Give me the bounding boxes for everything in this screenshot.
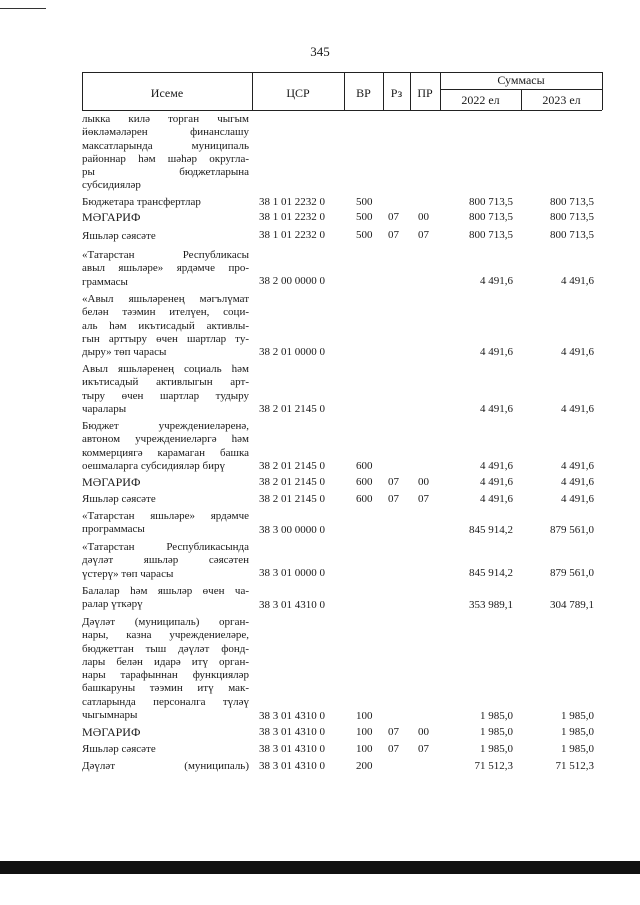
row-sum-2023: 71 512,3 (555, 760, 594, 772)
row-name-line: Бюджетара трансфертлар (82, 196, 201, 208)
row-sum-2023: 1 985,0 (561, 710, 594, 722)
row-sum-2022: 845 914,2 (469, 524, 513, 536)
row-name (82, 211, 249, 224)
row-csr: 38 2 01 0000 0 (259, 346, 325, 358)
row-csr: 38 3 01 4310 0 (259, 743, 325, 755)
row-rz: 07 (388, 476, 399, 488)
row-csr: 38 3 01 4310 0 (259, 726, 325, 738)
row-name-line: лары белән идарә итү орган- (82, 655, 249, 668)
row-csr: 38 3 01 4310 0 (259, 760, 325, 772)
row-sum-2022: 1 985,0 (480, 726, 513, 738)
row-sum-2022: 1 985,0 (480, 710, 513, 722)
row-name-line: Авыл яшьләренең социаль һәм (82, 363, 249, 375)
row-name-line: йөкләмәләрен финанслашу (82, 126, 249, 139)
row-sum-2022: 800 713,5 (469, 229, 513, 241)
row-name-line: оешмаларга субсидияләр бирү (82, 459, 225, 472)
row-name (82, 743, 249, 756)
header-csr: ЦСР (286, 86, 310, 100)
row-sum-2023: 879 561,0 (550, 524, 594, 536)
row-name (82, 493, 249, 506)
row-name-line: дыру» төп чарасы (82, 346, 167, 359)
row-sum-2023: 4 491,6 (561, 403, 594, 415)
row-sum-2022: 4 491,6 (480, 493, 513, 505)
row-name-line: тыру өчен шартлар тудыру (82, 389, 249, 402)
row-sum-2022: 353 989,1 (469, 599, 513, 611)
row-csr: 38 2 01 2145 0 (259, 403, 325, 415)
row-name-line: МӘГАРИФ (82, 726, 141, 739)
row-sum-2022: 4 491,6 (480, 476, 513, 488)
row-vr: 600 (356, 493, 373, 505)
row-vr: 100 (356, 726, 373, 738)
row-name (82, 249, 249, 289)
row-sum-2023: 800 713,5 (550, 196, 594, 208)
row-name (82, 420, 249, 473)
row-sum-2023: 879 561,0 (550, 567, 594, 579)
row-sum-2023: 1 985,0 (561, 726, 594, 738)
row-name-line: белән тәэмин ителүен, соци- (82, 306, 249, 319)
scan-border-band (0, 861, 640, 874)
row-name-line: «Татарстан яшьләре» ярдәмче (82, 510, 249, 522)
row-sum-2022: 1 985,0 (480, 743, 513, 755)
row-sum-2022: 800 713,5 (469, 211, 513, 223)
row-name-line: гын арттыру өчен шартлар ту- (82, 332, 249, 345)
row-sum-2023: 4 491,6 (561, 460, 594, 472)
row-name-line: ралар үткәрү (82, 598, 143, 611)
row-sum-2022: 800 713,5 (469, 196, 513, 208)
row-sum-2023: 4 491,6 (561, 346, 594, 358)
row-name (82, 760, 249, 773)
row-name-line: нары тарафыннан функцияләр (82, 669, 249, 682)
row-rz: 07 (388, 726, 399, 738)
row-name-line: граммасы (82, 275, 128, 288)
row-vr: 100 (356, 743, 373, 755)
row-vr: 500 (356, 229, 373, 241)
row-csr: 38 1 01 2232 0 (259, 229, 325, 241)
row-csr: 38 3 01 4310 0 (259, 599, 325, 611)
row-rz: 07 (388, 229, 399, 241)
row-name-line: «Татарстан Республикасында (82, 541, 249, 553)
header-rz: Рз (390, 86, 403, 100)
row-name-line: нары, казна учреждениеләре, (82, 629, 249, 642)
row-name-line: МӘГАРИФ (82, 476, 141, 489)
header-year-2022: 2022 ел (461, 93, 500, 107)
row-name-line: чыгымнары (82, 709, 138, 722)
row-sum-2023: 4 491,6 (561, 275, 594, 287)
header-vr: ВР (356, 86, 371, 100)
row-name-line: автоном учреждениеләргә һәм (82, 433, 249, 446)
row-name-line: районнар һәм шәһәр округла- (82, 152, 249, 165)
row-csr: 38 3 00 0000 0 (259, 524, 325, 536)
row-name (82, 585, 249, 612)
row-sum-2023: 4 491,6 (561, 493, 594, 505)
header-year-2023: 2023 ел (542, 93, 581, 107)
row-name-line: ры бюджетларына (82, 166, 249, 179)
row-name-line: Яшьләр сәясәте (82, 743, 156, 755)
row-vr: 200 (356, 760, 373, 772)
row-name (82, 616, 249, 722)
header-rule-right (602, 72, 603, 110)
header-bottom-rule (82, 110, 602, 111)
row-name-line: үстерү» төп чарасы (82, 567, 174, 580)
row-name (82, 510, 249, 537)
row-pr: 07 (418, 229, 429, 241)
row-name-line: максатларында муниципаль (82, 139, 249, 152)
row-sum-2023: 1 985,0 (561, 743, 594, 755)
row-pr: 07 (418, 743, 429, 755)
row-rz: 07 (388, 743, 399, 755)
row-name-line: дәүләт яшьләр сәясәтен (82, 554, 249, 567)
row-name-line: Дәүләт (муниципаль) орган- (82, 616, 249, 628)
row-vr: 500 (356, 196, 373, 208)
row-name (82, 541, 249, 581)
row-csr: 38 2 01 2145 0 (259, 476, 325, 488)
row-csr: 38 2 01 2145 0 (259, 460, 325, 472)
row-sum-2022: 71 512,3 (474, 760, 513, 772)
row-csr: 38 1 01 2232 0 (259, 196, 325, 208)
row-vr: 600 (356, 476, 373, 488)
row-csr: 38 2 01 2145 0 (259, 493, 325, 505)
row-name-line: чаралары (82, 402, 127, 415)
row-name (82, 196, 249, 209)
row-name-line: лыкка килә торган чыгым (82, 113, 249, 125)
row-sum-2023: 800 713,5 (550, 211, 594, 223)
row-name-line: башкаруны тәэмин итү мак- (82, 682, 249, 695)
row-sum-2023: 4 491,6 (561, 476, 594, 488)
row-rz: 07 (388, 211, 399, 223)
row-name-line: программасы (82, 523, 145, 536)
row-sum-2022: 4 491,6 (480, 346, 513, 358)
row-name-line: аль һәм икътисадый активлы- (82, 319, 249, 332)
header-pr: ПР (417, 86, 433, 100)
row-name-line: авыл яшьләре» ярдәмче про- (82, 262, 249, 275)
row-sum-2022: 4 491,6 (480, 460, 513, 472)
row-csr: 38 3 01 4310 0 (259, 710, 325, 722)
row-name-line: сатларында персоналга түләү (82, 695, 249, 708)
row-name (82, 363, 249, 416)
row-vr: 500 (356, 211, 373, 223)
header-name: Исеме (150, 86, 184, 100)
row-pr: 07 (418, 493, 429, 505)
page-number: 345 (310, 44, 330, 59)
row-sum-2022: 845 914,2 (469, 567, 513, 579)
row-vr: 100 (356, 710, 373, 722)
row-csr: 38 1 01 2232 0 (259, 211, 325, 223)
row-name-line: МӘГАРИФ (82, 211, 141, 224)
row-name-line: икътисадый активлыгын арт- (82, 376, 249, 389)
row-name (82, 476, 249, 489)
row-name-line: Яшьләр сәясәте (82, 493, 156, 505)
row-name-line: субсидияләр (82, 179, 141, 192)
row-sum-2023: 800 713,5 (550, 229, 594, 241)
row-sum-2023: 304 789,1 (550, 599, 594, 611)
row-name (82, 293, 249, 359)
header-sums: Суммасы (497, 73, 545, 87)
row-sum-2022: 4 491,6 (480, 403, 513, 415)
row-sum-2022: 4 491,6 (480, 275, 513, 287)
row-pr: 00 (418, 211, 429, 223)
row-name-line: бюджеттан тыш дәүләт фонд- (82, 642, 249, 655)
row-pr: 00 (418, 476, 429, 488)
row-name-line: Дәүләт (муниципаль) (82, 760, 249, 772)
row-vr: 600 (356, 460, 373, 472)
row-name (82, 726, 249, 739)
row-name (82, 113, 249, 193)
row-csr: 38 2 00 0000 0 (259, 275, 325, 287)
row-pr: 00 (418, 726, 429, 738)
row-name (82, 230, 249, 243)
row-name-line: Бюджет учреждениеләренә, (82, 420, 249, 432)
row-name-line: Балалар һәм яшьләр өчен ча- (82, 585, 249, 597)
row-csr: 38 3 01 0000 0 (259, 567, 325, 579)
row-name-line: «Татарстан Республикасы (82, 249, 249, 261)
row-rz: 07 (388, 493, 399, 505)
row-name-line: коммерциягә карамаган башка (82, 446, 249, 459)
corner-mark (0, 8, 46, 9)
row-name-line: «Авыл яшьләренең мәгълүмат (82, 293, 249, 305)
row-name-line: Яшьләр сәясәте (82, 230, 156, 242)
